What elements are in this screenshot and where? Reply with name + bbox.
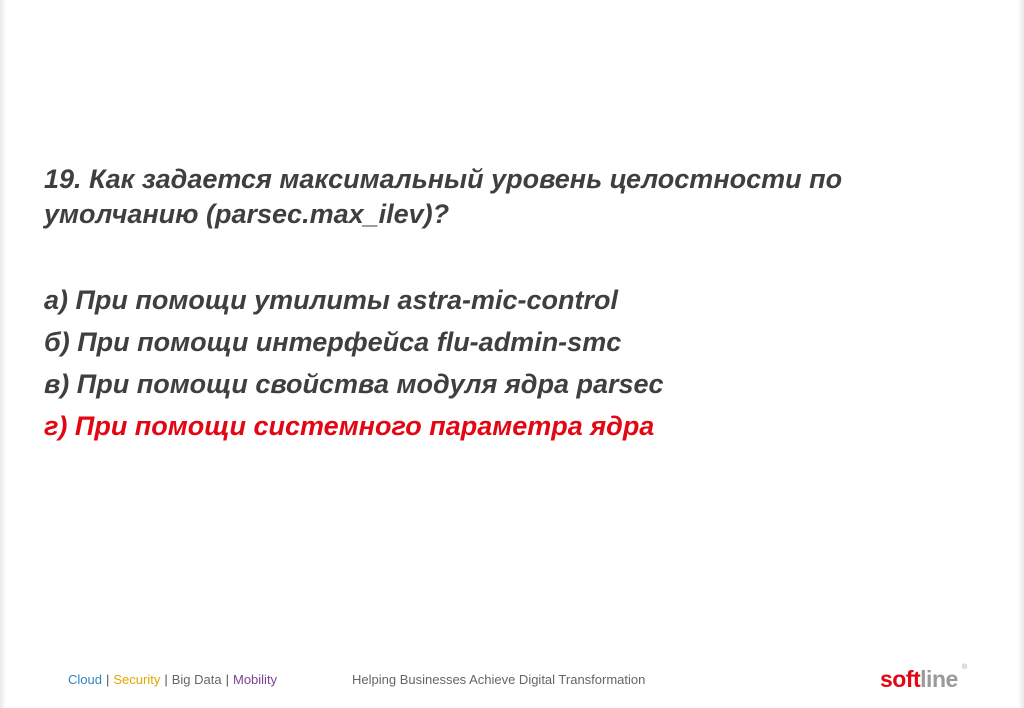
slide-right-edge: [1018, 0, 1024, 708]
tag-separator: |: [225, 672, 229, 687]
softline-logo: [880, 666, 958, 693]
question-text: 19. Как задается максимальный уровень целостности по умолчанию (parsec.max_ilev)?: [44, 164, 843, 229]
answer-option-c: в) При помощи свойства модуля ядра parsec: [44, 369, 664, 399]
tag-big-data: Big Data: [171, 672, 222, 687]
tag-mobility: Mobility: [232, 672, 278, 687]
footer-tagline: Helping Businesses Achieve Digital Transformation: [352, 672, 646, 687]
tag-separator: |: [105, 672, 110, 687]
answer-list: [44, 279, 944, 447]
logo-part-soft: soft: [880, 666, 921, 692]
answer-option-d-correct: г) При помощи системного параметра ядра: [44, 411, 655, 441]
footer: [0, 660, 1024, 700]
tag-cloud: Cloud: [68, 672, 102, 687]
answer-option-b: б) При помощи интерфейса flu-admin-smc: [44, 327, 622, 357]
tag-security: Security: [113, 672, 161, 687]
footer-tags: [68, 672, 277, 687]
tag-separator: |: [164, 672, 168, 687]
logo-part-line: line: [920, 666, 958, 692]
slide-left-edge: [0, 0, 6, 708]
logo-registered-mark: ®: [962, 664, 968, 671]
answer-option-a: а) При помощи утилиты astra-mic-control: [44, 285, 619, 315]
